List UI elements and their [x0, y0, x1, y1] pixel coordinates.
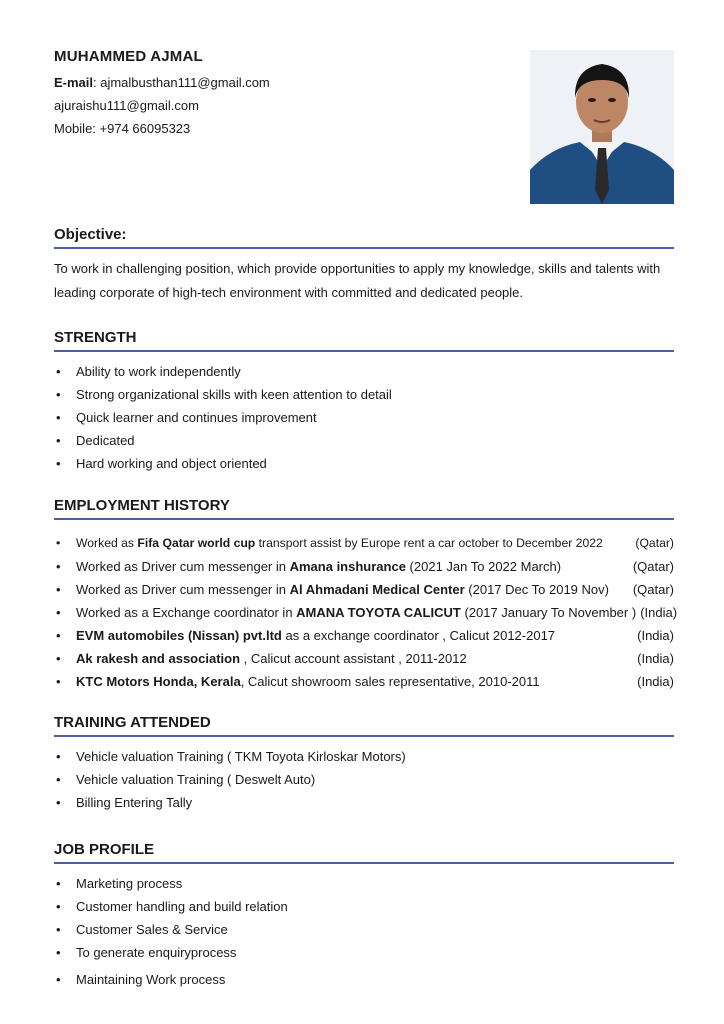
- employer-name: EVM automobiles (Nissan) pvt.ltd: [76, 628, 282, 643]
- list-item: • To generate enquiryprocess: [54, 941, 674, 964]
- objective-text: To work in challenging position, which provide opportunities to apply my knowledge, skills and talents with leading corporate of high-tech environment with committed and dedicated people.: [54, 261, 661, 300]
- employment-location: (India): [637, 628, 674, 643]
- list-item: • Strong organizational skills with keen attention to detail: [54, 383, 674, 406]
- employer-name: Amana inshurance: [289, 559, 406, 574]
- employment-list: [54, 532, 678, 693]
- job-profile-list: [54, 872, 674, 991]
- employment-item: [54, 555, 674, 578]
- employment-detail: as a exchange coordinator , Calicut 2012-2017: [281, 628, 556, 643]
- employment-item: [54, 578, 674, 601]
- profile-photo: [530, 50, 674, 204]
- employment-text: Worked as Driver cum messenger in: [76, 559, 290, 574]
- employment-text: Worked as a Exchange coordinator in: [76, 605, 297, 620]
- email-secondary: ajuraishu111@gmail.com: [54, 98, 199, 113]
- mobile-number: Mobile: +974 66095323: [54, 121, 191, 136]
- strength-section: [54, 329, 674, 475]
- employer-name: Al Ahmadani Medical Center: [289, 582, 465, 597]
- email-primary: : ajmalbusthan111@gmail.com: [93, 75, 270, 90]
- list-item: • Quick learner and continues improvement: [54, 406, 674, 429]
- training-list: [54, 745, 674, 814]
- employment-location: (Qatar): [632, 559, 674, 574]
- employment-detail: (2017 Dec To 2019 Nov): [464, 582, 609, 597]
- employment-detail: , Calicut showroom sales representative, 2010-2011: [240, 674, 540, 689]
- list-item: • Vehicle valuation Training ( Deswelt Auto): [54, 768, 674, 791]
- employer-name: KTC Motors Honda, Kerala: [76, 674, 241, 689]
- list-item: • Customer Sales & Service: [54, 918, 674, 941]
- employer-name: AMANA TOYOTA CALICUT: [296, 605, 461, 620]
- employment-text: Worked as Driver cum messenger in: [76, 582, 290, 597]
- section-heading-training: TRAINING ATTENDED: [54, 714, 674, 737]
- email-label: E-mail: [54, 75, 94, 90]
- contact-header: [54, 48, 270, 140]
- section-heading-job-profile: JOB PROFILE: [54, 841, 674, 864]
- email-line: [54, 71, 270, 94]
- list-item: • Customer handling and build relation: [54, 895, 674, 918]
- job-profile-section: [54, 841, 674, 991]
- employment-location: (India): [637, 674, 674, 689]
- employment-section: [54, 497, 678, 693]
- employment-item: [54, 647, 674, 670]
- section-heading-employment: EMPLOYMENT HISTORY: [54, 497, 674, 520]
- training-section: [54, 714, 674, 814]
- employment-item: [54, 670, 674, 693]
- employment-detail: transport assist by Europe rent a car october to December 2022: [255, 536, 603, 550]
- list-item: • Marketing process: [54, 872, 674, 895]
- employment-location: (Qatar): [635, 536, 674, 550]
- employment-detail: , Calicut account assistant , 2011-2012: [240, 651, 467, 666]
- list-item: • Hard working and object oriented: [54, 452, 674, 475]
- list-item: • Maintaining Work process: [54, 968, 674, 991]
- section-heading-strength: STRENGTH: [54, 329, 674, 352]
- employer-name: Fifa Qatar world cup: [137, 536, 256, 550]
- employment-item: [54, 601, 678, 624]
- employer-name: Ak rakesh and association: [76, 651, 241, 666]
- employment-text: Worked as: [76, 536, 138, 550]
- section-heading-objective: Objective:: [54, 226, 674, 249]
- employment-detail: (2017 January To November ): [460, 605, 637, 620]
- employment-item: [54, 624, 674, 647]
- employment-item: [54, 532, 674, 555]
- objective-section: [54, 226, 674, 305]
- employment-location: (India): [640, 605, 678, 620]
- employment-location: (India): [637, 651, 674, 666]
- portrait-illustration: [530, 50, 674, 204]
- list-item: • Vehicle valuation Training ( TKM Toyota Kirloskar Motors): [54, 745, 674, 768]
- candidate-name: MUHAMMED AJMAL: [54, 48, 203, 65]
- employment-location: (Qatar): [632, 582, 674, 597]
- list-item: • Dedicated: [54, 429, 674, 452]
- list-item: • Billing Entering Tally: [54, 791, 674, 814]
- strength-list: [54, 360, 674, 475]
- list-item: • Ability to work independently: [54, 360, 674, 383]
- employment-detail: (2021 Jan To 2022 March): [405, 559, 562, 574]
